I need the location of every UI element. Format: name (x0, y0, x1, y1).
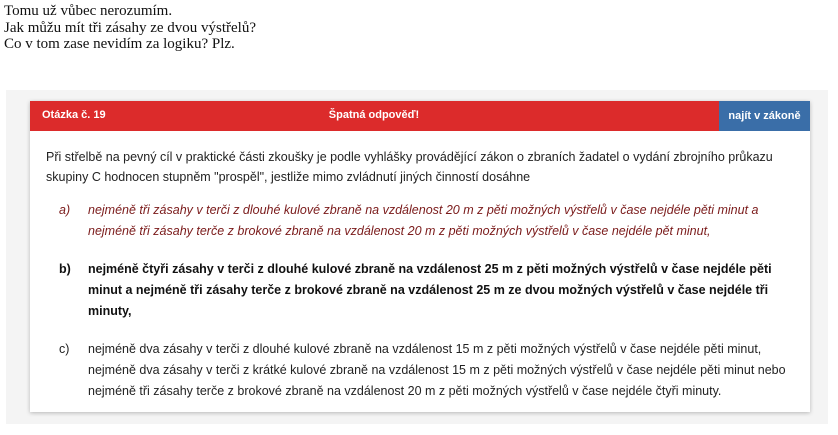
post-line: Co v tom zase nevidím za logiku? Plz. (4, 36, 235, 52)
question-text: Při střelbě na pevný cíl v praktické části zkoušky je podle vyhlášky provádějící zákon o zbraních žadatel o vydání zbrojního průkazu skupiny C hodnocen stupněm "prospěl", jestliže mimo zvládnutí jiných činností dosáhne (46, 150, 773, 184)
post-line: Jak můžu mít tři zásahy ze dvou výstřelů? (4, 19, 257, 36)
question-header (30, 101, 810, 131)
post-line: Tomu už vůbec nerozumím. (4, 3, 173, 19)
question-number: Otázka č. 19 (42, 109, 106, 121)
find-in-law-button[interactable]: najít v zákoně (719, 101, 810, 131)
answer-letter: c) (59, 342, 70, 356)
answer-letter: a) (59, 203, 71, 217)
answer-text: nejméně dva zásahy v terči z dlouhé kulové zbraně na vzdálenost 15 m z pěti možných výstřelů v čase nejdéle pěti minut, nejméně dva zásahy v terči z krátké kulové zbraně na vzdálenost 15 m z pěti možných výstřelů v čase nejdéle pěti minut nebo nejméně tři zásahy terče z brokové zbraně na vzdálenost 20 m z pěti možných výstřelů v čase nejdéle čtyři minuty. (88, 342, 786, 398)
answer-text: nejméně čtyři zásahy v terči z dlouhé kulové zbraně na vzdálenost 25 m z pěti možných výstřelů v čase nejdéle pěti minut a nejméně tři zásahy terče z brokové zbraně na vzdálenost 25 m ze dvou možných výstřelů v čase nejdéle tři minuty, (88, 262, 772, 318)
question-card (30, 101, 810, 412)
answer-text: nejméně tři zásahy v terči z dlouhé kulové zbraně na vzdálenost 20 m z pěti možných výstřelů v čase nejdéle pěti minut a nejméně tři zásahy terče z brokové zbraně na vzdálenost 20 m z pěti možných výstřelů v čase nejdéle pět minut, (88, 203, 759, 238)
post-text (4, 3, 256, 53)
answer-letter: b) (59, 262, 71, 276)
answer-verdict: Špatná odpověď! (328, 109, 420, 121)
